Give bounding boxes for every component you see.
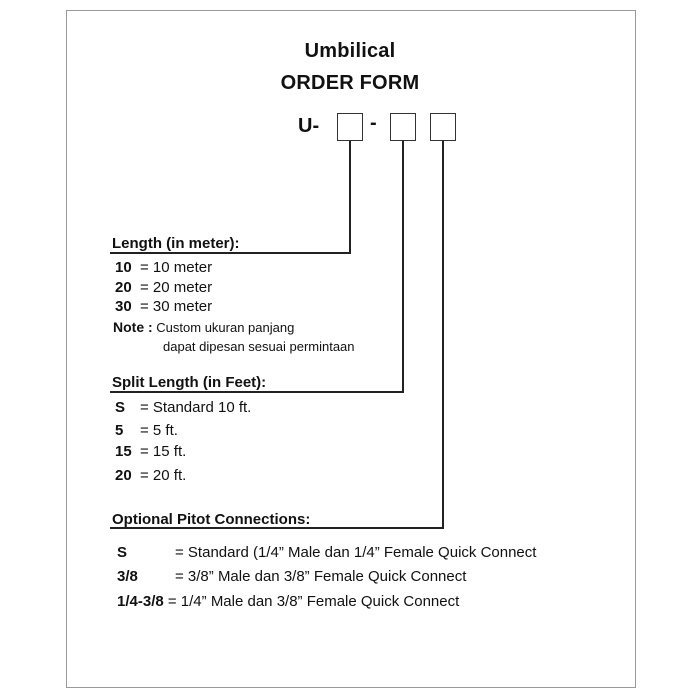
note-line-1: Custom ukuran panjang xyxy=(156,320,295,335)
form-subtitle: ORDER FORM xyxy=(280,72,420,94)
length-heading: Length (in meter): xyxy=(112,235,240,252)
pitot-option-1-4-3-8: 1/4-3/8 = 1/4” Male dan 3/8” Female Quick Connect xyxy=(117,593,460,610)
pitot-option-s: S = Standard (1/4” Male dan 1/4” Female Quick Connect xyxy=(117,544,537,561)
split-option-15: 15 = 15 ft. xyxy=(115,443,187,460)
pitot-option-3-8: 3/8 = 3/8” Male dan 3/8” Female Quick Connect xyxy=(117,568,467,585)
split-option-s: S = Standard 10 ft. xyxy=(115,399,252,416)
note-line-2: dapat dipesan sesuai permintaan xyxy=(163,339,355,354)
split-option-5: 5 = 5 ft. xyxy=(115,422,178,439)
code-separator: - xyxy=(370,112,377,134)
length-note xyxy=(113,319,294,335)
length-option-30: 30 = 30 meter xyxy=(115,298,213,315)
length-option-10: 10 = 10 meter xyxy=(115,259,213,276)
length-option-20: 20 = 20 meter xyxy=(115,279,213,296)
split-option-20: 20 = 20 ft. xyxy=(115,467,187,484)
form-title: Umbilical xyxy=(304,40,396,62)
code-prefix: U- xyxy=(298,115,320,137)
split-heading: Split Length (in Feet): xyxy=(112,374,267,391)
pitot-heading: Optional Pitot Connections: xyxy=(112,511,311,528)
note-label: Note : xyxy=(113,319,153,335)
